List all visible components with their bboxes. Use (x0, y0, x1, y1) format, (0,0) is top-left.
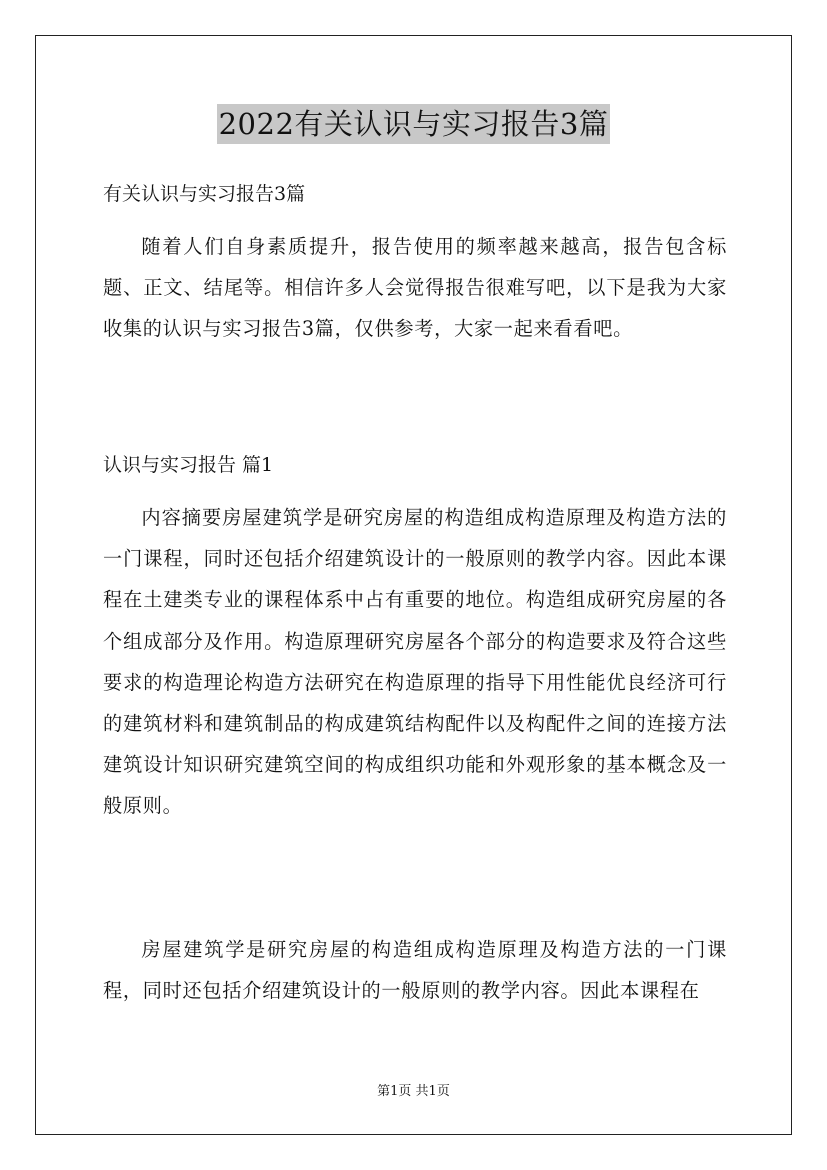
body-paragraph-2: 房屋建筑学是研究房屋的构造组成构造原理及构造方法的一门课程，同时还包括介绍建筑设计的一般原则的教学内容。因此本课程在 (103, 938, 727, 1003)
page-footer: 第1页 共1页 (377, 1084, 450, 1099)
document-subtitle: 有关认识与实习报告3篇 (103, 183, 306, 205)
section-heading: 认识与实习报告 篇1 (103, 454, 274, 476)
title-container (0, 104, 827, 144)
document-title: 2022有关认识与实习报告3篇 (217, 104, 611, 144)
body-paragraph-1: 内容摘要房屋建筑学是研究房屋的构造组成构造原理及构造方法的一门课程，同时还包括介绍建筑设计的一般原则的教学内容。因此本课程在土建类专业的课程体系中占有重要的地位。构造组成研究房屋的各个组成部分及作用。构造原理研究房屋各个部分的构造要求及符合这些要求的构造理论构造方法研究在构造原理的指导下用性能优良经济可行的建筑材料和建筑制品的构成建筑结构配件以及构配件之间的连接方法建筑设计知识研究建筑空间的构成组织功能和外观形象的基本概念及一般原则。 (103, 506, 727, 818)
intro-paragraph: 随着人们自身素质提升，报告使用的频率越来越高，报告包含标题、正文、结尾等。相信许多人会觉得报告很难写吧，以下是我为大家收集的认识与实习报告3篇，仅供参考，大家一起来看看吧。 (103, 235, 727, 341)
